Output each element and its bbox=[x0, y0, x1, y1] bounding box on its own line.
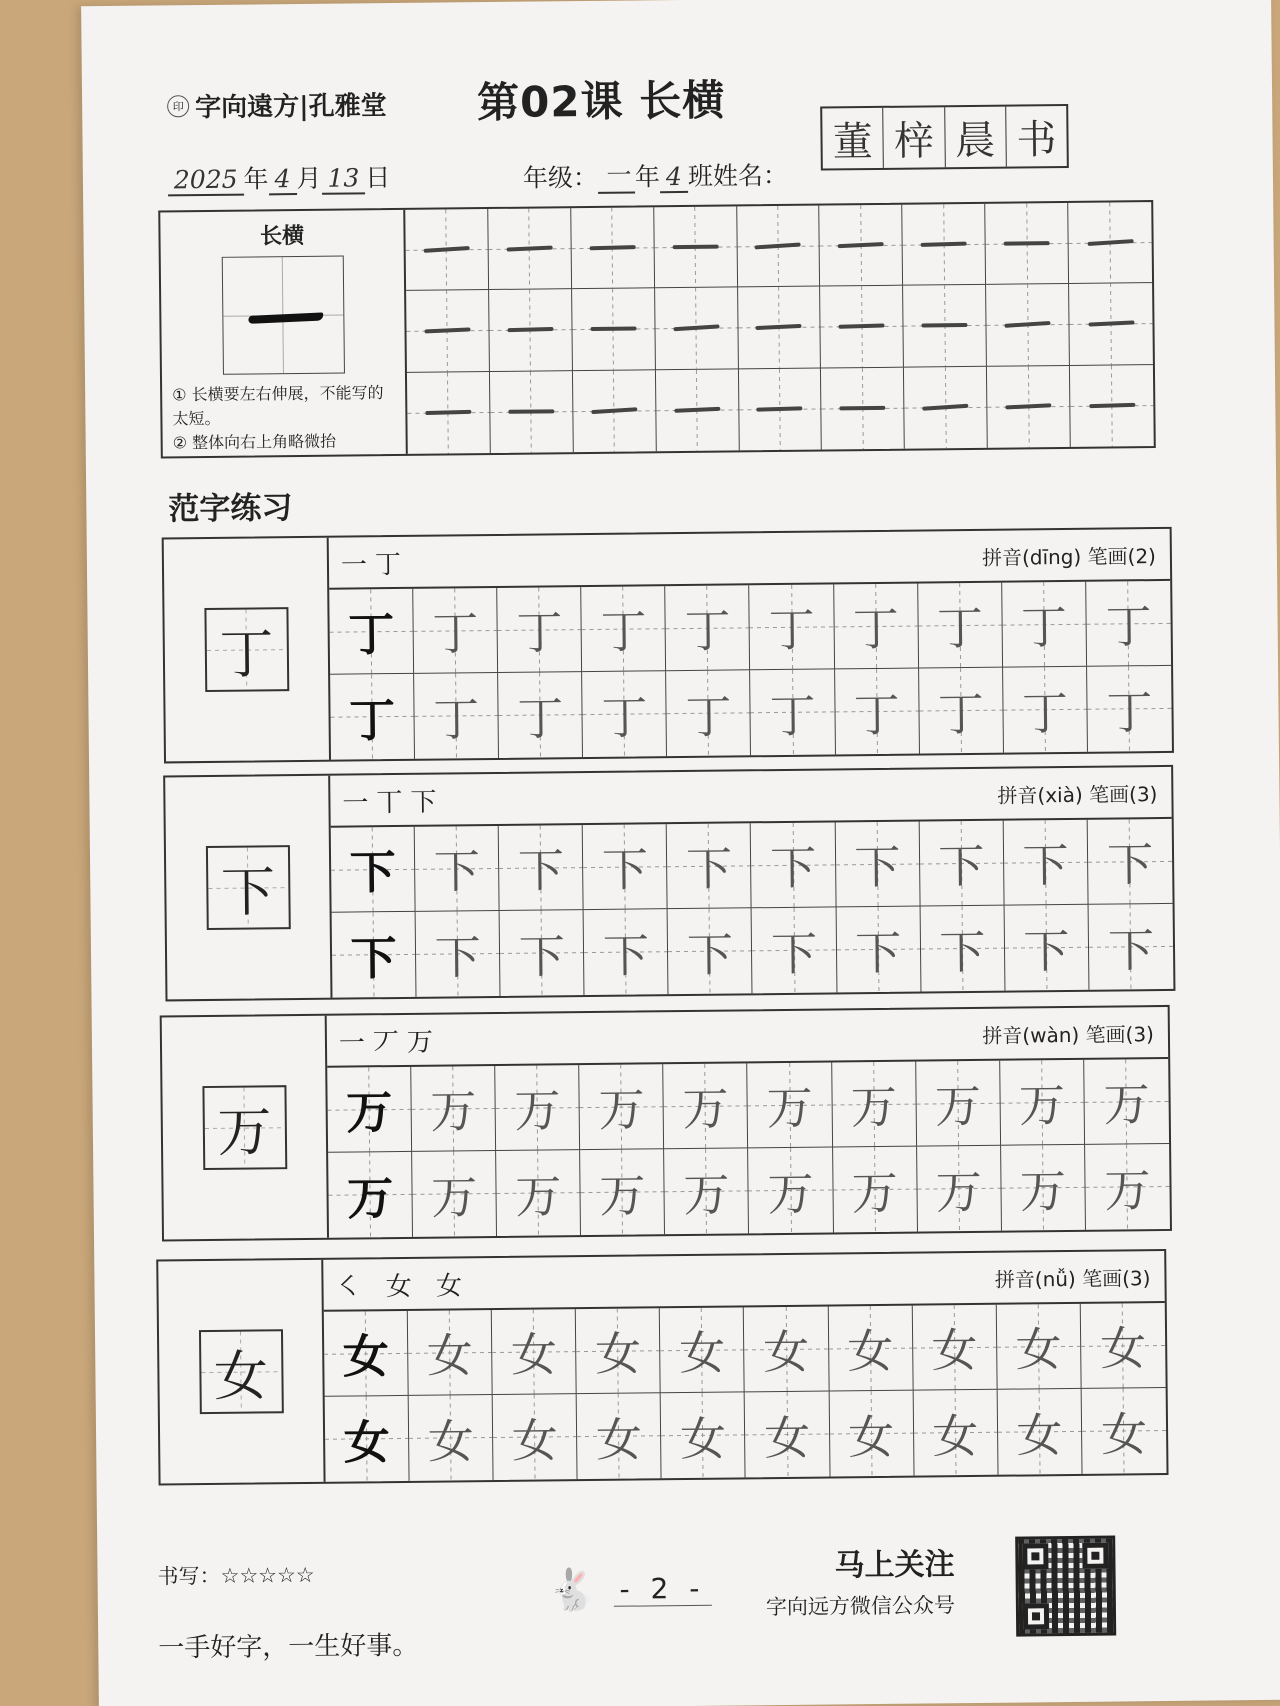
practice-cell: 下 bbox=[752, 907, 837, 993]
stroke-cell bbox=[405, 209, 489, 291]
sample-area bbox=[165, 776, 332, 1000]
char-practice-panel bbox=[163, 765, 1175, 1002]
year-label: 年 bbox=[243, 164, 269, 194]
practice-area bbox=[323, 1251, 1166, 1482]
page-number-text: - 2 - bbox=[613, 1571, 711, 1606]
handwritten-stroke bbox=[755, 243, 801, 250]
char-practice-panel bbox=[156, 1249, 1168, 1486]
stroke-tips bbox=[172, 381, 396, 455]
practice-cell: 下 bbox=[920, 906, 1005, 992]
class-label: 班 bbox=[687, 161, 714, 191]
handwritten-stroke bbox=[839, 324, 885, 329]
follow-title: 马上关注 bbox=[834, 1547, 955, 1584]
stroke-cell bbox=[987, 366, 1071, 448]
month-value: 4 bbox=[268, 164, 296, 195]
stroke-order: 一丅下 bbox=[342, 787, 445, 819]
sample-char: 丁 bbox=[204, 607, 289, 692]
practice-area bbox=[329, 529, 1172, 760]
handwritten-stroke bbox=[425, 410, 471, 415]
practice-cell: 万 bbox=[917, 1146, 1002, 1232]
practice-cell: 女 bbox=[408, 1310, 493, 1396]
handwritten-stroke bbox=[922, 323, 968, 327]
handwritten-stroke bbox=[590, 327, 636, 331]
practice-cell: 女 bbox=[997, 1389, 1082, 1475]
practice-cell: 女 bbox=[661, 1392, 746, 1478]
stroke-cell bbox=[903, 204, 987, 286]
practice-cell: 女 bbox=[577, 1393, 662, 1479]
brand-logo bbox=[167, 85, 387, 124]
handwritten-stroke bbox=[424, 246, 470, 253]
qr-eye bbox=[1023, 1603, 1049, 1629]
month-label: 月 bbox=[296, 163, 322, 194]
practice-cell: 女 bbox=[492, 1309, 577, 1395]
practice-cell: 下 bbox=[1004, 905, 1089, 991]
stroke-cell bbox=[1068, 202, 1152, 284]
rating-stars: 书写：☆☆☆☆☆ bbox=[157, 1562, 315, 1589]
practice-cell: 丁 bbox=[414, 673, 499, 759]
stroke-cell bbox=[407, 372, 491, 454]
practice-cell: 下 bbox=[1088, 904, 1173, 990]
rabbit-icon: 🐇 bbox=[547, 1566, 604, 1614]
practice-cell: 下 bbox=[500, 910, 585, 996]
char-header bbox=[329, 529, 1170, 590]
sample-area bbox=[164, 538, 331, 762]
practice-cell: 丁 bbox=[582, 586, 667, 672]
char-header bbox=[327, 1007, 1168, 1068]
practice-cell: 丁 bbox=[835, 669, 920, 755]
sample-char: 下 bbox=[205, 845, 290, 930]
name-char: 晨 bbox=[945, 107, 1007, 168]
handwritten-stroke bbox=[507, 327, 553, 332]
stroke-cell bbox=[821, 286, 905, 368]
practice-cell: 下 bbox=[667, 823, 752, 909]
stroke-cell bbox=[985, 203, 1069, 285]
follow-block bbox=[765, 1539, 955, 1621]
practice-cell: 丁 bbox=[918, 583, 1003, 669]
qr-code-icon[interactable] bbox=[1015, 1536, 1116, 1637]
tip-2: ② 整体向右上角略微抬 bbox=[172, 431, 337, 453]
stroke-cell bbox=[406, 290, 490, 372]
practice-area bbox=[327, 1007, 1170, 1238]
handwritten-stroke bbox=[840, 406, 886, 410]
long-horizontal-stroke-icon bbox=[248, 312, 323, 323]
stroke-demo-grid bbox=[221, 256, 344, 375]
char-grid bbox=[331, 819, 1174, 998]
stroke-info bbox=[160, 210, 408, 457]
stroke-cell bbox=[571, 207, 655, 289]
practice-cell: 女 bbox=[912, 1305, 997, 1391]
day-value: 13 bbox=[321, 163, 365, 194]
practice-cell: 下 bbox=[499, 825, 584, 911]
date-line bbox=[168, 158, 391, 196]
practice-cell: 下 bbox=[415, 826, 500, 912]
stroke-cell bbox=[904, 366, 988, 448]
handwritten-stroke bbox=[1088, 321, 1134, 327]
handwritten-stroke bbox=[1005, 321, 1051, 328]
name-label: 姓名： bbox=[712, 160, 789, 191]
stroke-title: 长横 bbox=[259, 223, 305, 250]
handwritten-stroke bbox=[672, 245, 718, 249]
practice-cell: 下 bbox=[583, 824, 668, 910]
handwritten-stroke bbox=[756, 324, 802, 330]
practice-cell: 丁 bbox=[1003, 667, 1088, 753]
grade-value: 一 bbox=[598, 155, 635, 193]
practice-cell: 女 bbox=[1081, 1303, 1166, 1389]
practice-cell: 万 bbox=[495, 1065, 580, 1151]
pinyin-strokes: 拼音(wàn) 笔画(3) bbox=[982, 1021, 1155, 1048]
sample-char: 万 bbox=[202, 1085, 287, 1170]
practice-cell: 女 bbox=[997, 1304, 1082, 1390]
grade-year-label: 年 bbox=[634, 162, 661, 192]
practice-cell: 女 bbox=[324, 1311, 409, 1397]
handwritten-stroke bbox=[1005, 404, 1051, 410]
page-title: 第02课 长横 bbox=[476, 75, 726, 128]
handwritten-stroke bbox=[1087, 239, 1133, 246]
practice-cell: 下 bbox=[751, 822, 836, 908]
practice-cell: 女 bbox=[1082, 1388, 1167, 1474]
worksheet-paper bbox=[81, 0, 1280, 1706]
practice-cell: 万 bbox=[749, 1147, 834, 1233]
practice-area bbox=[330, 767, 1173, 998]
char-grid bbox=[329, 581, 1172, 760]
practice-cell: 下 bbox=[331, 827, 416, 913]
practice-cell: 万 bbox=[1084, 1059, 1169, 1145]
char-grid bbox=[324, 1303, 1167, 1482]
sample-area bbox=[158, 1260, 325, 1484]
practice-cell: 万 bbox=[411, 1066, 496, 1152]
handwritten-stroke bbox=[1089, 403, 1135, 408]
handwritten-stroke bbox=[1004, 241, 1050, 245]
char-header bbox=[323, 1251, 1164, 1312]
stroke-cell bbox=[820, 205, 904, 287]
stroke-cell bbox=[986, 284, 1070, 366]
practice-cell: 女 bbox=[576, 1308, 661, 1394]
name-char: 梓 bbox=[883, 107, 945, 168]
stroke-cell bbox=[488, 208, 572, 290]
name-char: 书 bbox=[1016, 116, 1057, 163]
tip-1: ① 长横要左右伸展，不能写的太短。 bbox=[172, 383, 384, 429]
stroke-cell bbox=[738, 368, 822, 450]
follow-subtitle: 字向远方微信公众号 bbox=[765, 1593, 956, 1620]
practice-cell: 女 bbox=[744, 1307, 829, 1393]
practice-cell: 丁 bbox=[919, 668, 1004, 754]
stroke-cell bbox=[655, 288, 739, 370]
pinyin-strokes: 拼音(dīng) 笔画(2) bbox=[981, 543, 1157, 570]
stroke-cell bbox=[738, 287, 822, 369]
practice-cell: 丁 bbox=[751, 669, 836, 755]
stroke-cell bbox=[489, 289, 573, 371]
handwritten-stroke bbox=[589, 245, 635, 250]
practice-cell: 万 bbox=[664, 1148, 749, 1234]
stroke-practice-panel bbox=[158, 200, 1156, 458]
practice-cell: 丁 bbox=[666, 670, 751, 756]
practice-cell: 丁 bbox=[413, 588, 498, 674]
practice-cell: 女 bbox=[913, 1390, 998, 1476]
grade-line bbox=[523, 154, 788, 195]
pinyin-strokes: 拼音(xià) 笔画(3) bbox=[997, 781, 1158, 808]
name-box bbox=[820, 104, 1069, 171]
year-value: 2025 bbox=[168, 165, 244, 197]
practice-cell: 下 bbox=[416, 911, 501, 997]
stroke-cell bbox=[572, 289, 656, 371]
stroke-order: 一丁 bbox=[340, 549, 410, 581]
practice-cell: 下 bbox=[1003, 820, 1088, 906]
handwritten-stroke bbox=[591, 408, 637, 415]
stroke-practice-grid bbox=[405, 202, 1154, 454]
handwritten-stroke bbox=[673, 325, 719, 332]
handwritten-stroke bbox=[506, 246, 552, 252]
handwritten-stroke bbox=[921, 242, 967, 247]
practice-cell: 丁 bbox=[1086, 581, 1171, 667]
stroke-cell bbox=[1070, 365, 1154, 447]
stroke-cell bbox=[654, 206, 738, 288]
practice-cell: 万 bbox=[748, 1062, 833, 1148]
stroke-cell bbox=[656, 369, 740, 451]
practice-cell: 下 bbox=[584, 909, 669, 995]
practice-cell: 女 bbox=[409, 1395, 494, 1481]
char-grid bbox=[327, 1059, 1170, 1238]
practice-cell: 下 bbox=[668, 908, 753, 994]
practice-cell: 丁 bbox=[750, 584, 835, 670]
handwritten-stroke bbox=[674, 407, 720, 413]
sample-area bbox=[162, 1016, 329, 1240]
practice-cell: 丁 bbox=[582, 671, 667, 757]
practice-cell: 万 bbox=[664, 1063, 749, 1149]
practice-cell: 丁 bbox=[834, 584, 919, 670]
sample-char: 女 bbox=[198, 1329, 283, 1414]
practice-cell: 万 bbox=[832, 1062, 917, 1148]
stroke-cell bbox=[1069, 283, 1153, 365]
practice-cell: 女 bbox=[745, 1392, 830, 1478]
class-value: 4 bbox=[660, 162, 688, 193]
practice-cell: 丁 bbox=[666, 585, 751, 671]
practice-cell: 万 bbox=[328, 1152, 413, 1238]
stroke-cell bbox=[573, 370, 657, 452]
practice-cell: 万 bbox=[1000, 1060, 1085, 1146]
stroke-order: ㇛ 女 女 bbox=[335, 1270, 471, 1303]
practice-cell: 丁 bbox=[330, 674, 415, 760]
handwritten-stroke bbox=[923, 404, 969, 411]
practice-cell: 万 bbox=[327, 1067, 412, 1153]
stroke-cell bbox=[490, 371, 574, 453]
practice-cell: 女 bbox=[325, 1396, 410, 1482]
handwritten-stroke bbox=[757, 407, 803, 412]
stroke-cell bbox=[903, 285, 987, 367]
handwritten-stroke bbox=[424, 328, 470, 334]
handwritten-stroke bbox=[508, 410, 554, 414]
section-title: 范字练习 bbox=[168, 490, 293, 528]
practice-cell: 下 bbox=[919, 821, 1004, 907]
practice-cell: 丁 bbox=[1002, 582, 1087, 668]
practice-cell: 女 bbox=[829, 1391, 914, 1477]
qr-eye bbox=[1082, 1543, 1108, 1569]
practice-cell: 丁 bbox=[498, 672, 583, 758]
logo-text: 字向遠方|孔雅堂 bbox=[195, 91, 387, 124]
practice-cell: 万 bbox=[580, 1149, 665, 1235]
stroke-order: 一丆万 bbox=[338, 1027, 442, 1059]
stroke-cell bbox=[821, 367, 905, 449]
practice-cell: 万 bbox=[580, 1064, 665, 1150]
practice-cell: 女 bbox=[660, 1307, 745, 1393]
practice-cell: 下 bbox=[332, 912, 417, 998]
char-header bbox=[330, 767, 1171, 828]
char-practice-panel bbox=[162, 527, 1174, 764]
qr-eye bbox=[1022, 1543, 1048, 1569]
stroke-cell bbox=[737, 206, 821, 288]
day-label: 日 bbox=[365, 163, 391, 193]
footer-motto: 一手好字，一生好事。 bbox=[158, 1630, 419, 1664]
seal-icon: 印 bbox=[167, 95, 189, 117]
pinyin-strokes: 拼音(nǚ) 笔画(3) bbox=[994, 1265, 1151, 1292]
practice-cell: 万 bbox=[916, 1061, 1001, 1147]
practice-cell: 丁 bbox=[1087, 666, 1172, 752]
practice-cell: 万 bbox=[1001, 1145, 1086, 1231]
practice-cell: 万 bbox=[833, 1147, 918, 1233]
practice-cell: 女 bbox=[828, 1306, 913, 1392]
name-char: 董 bbox=[822, 108, 884, 169]
page-number bbox=[547, 1565, 711, 1614]
practice-cell: 丁 bbox=[329, 589, 414, 675]
grade-label: 年级： bbox=[522, 162, 599, 193]
practice-cell: 万 bbox=[1085, 1144, 1170, 1230]
handwritten-stroke bbox=[838, 242, 884, 248]
practice-cell: 女 bbox=[493, 1394, 578, 1480]
practice-cell: 万 bbox=[412, 1151, 497, 1237]
practice-cell: 丁 bbox=[497, 587, 582, 673]
practice-cell: 万 bbox=[496, 1150, 581, 1236]
practice-cell: 下 bbox=[835, 822, 920, 908]
char-practice-panel bbox=[160, 1005, 1172, 1242]
practice-cell: 下 bbox=[1088, 819, 1173, 905]
practice-cell: 下 bbox=[836, 907, 921, 993]
